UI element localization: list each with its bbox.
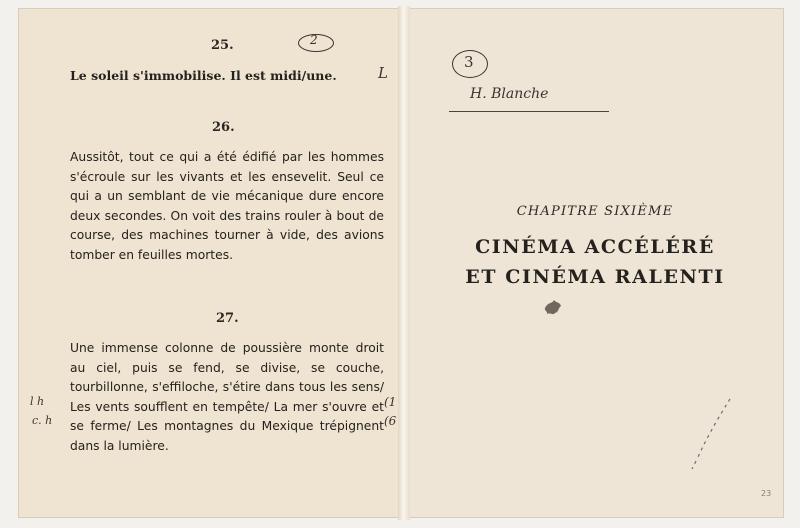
margin-annotation-left-2: c. h <box>32 414 53 427</box>
section-number-27: 27. <box>216 311 239 326</box>
section-number-26: 26. <box>212 120 235 135</box>
paragraph-26: Aussitôt, tout ce qui a été édifié par les hommes s'écroule sur les vivants et les ensevelit. Seul ce qui a un semblant de vie mécanique dure encore deux secondes. On voit des trains rouler à bout de course, des machines tourner à vide, des avions tomber en feuilles mortes. <box>70 150 384 262</box>
ink-stain-mark <box>542 296 564 318</box>
margin-annotation-right-1: L <box>378 64 388 82</box>
handwritten-note: H. Blanche <box>470 86 549 102</box>
circled-number-annotation <box>298 34 334 52</box>
chapter-title-line-1: CINÉMA ACCÉLÉRÉ <box>475 236 715 258</box>
chapter-title-line-2: ET CINÉMA RALENTI <box>465 266 725 288</box>
book-gutter <box>398 6 410 520</box>
page-number: 23 <box>761 489 772 498</box>
circled-number-text: 2 <box>310 33 318 47</box>
paragraph-27: Une immense colonne de poussière monte droit au ciel, puis se fend, se divise, se couche, tourbillonne, s'effiloche, s'étire dans tous les sens/ Les vents soufflent en tempête/ La mer s'ouvre et se ferme/ Les montagnes du Mexique trépignent dans la lumière. <box>70 341 384 453</box>
margin-annotation-left-1: l h <box>30 395 45 408</box>
circled-number-right-text: 3 <box>464 53 474 71</box>
margin-annotation-right-2: (1 <box>384 395 397 409</box>
section-number-25: 25. <box>211 38 234 53</box>
chapter-label: CHAPITRE SIXIÈME <box>516 204 674 219</box>
circled-number-annotation-right <box>452 50 488 78</box>
pencil-stroke-mark <box>680 395 740 475</box>
handwritten-underline <box>449 111 609 112</box>
paragraph-25: Le soleil s'immobilise. Il est midi/une. <box>70 68 337 83</box>
margin-annotation-right-3: (6 <box>384 414 397 428</box>
